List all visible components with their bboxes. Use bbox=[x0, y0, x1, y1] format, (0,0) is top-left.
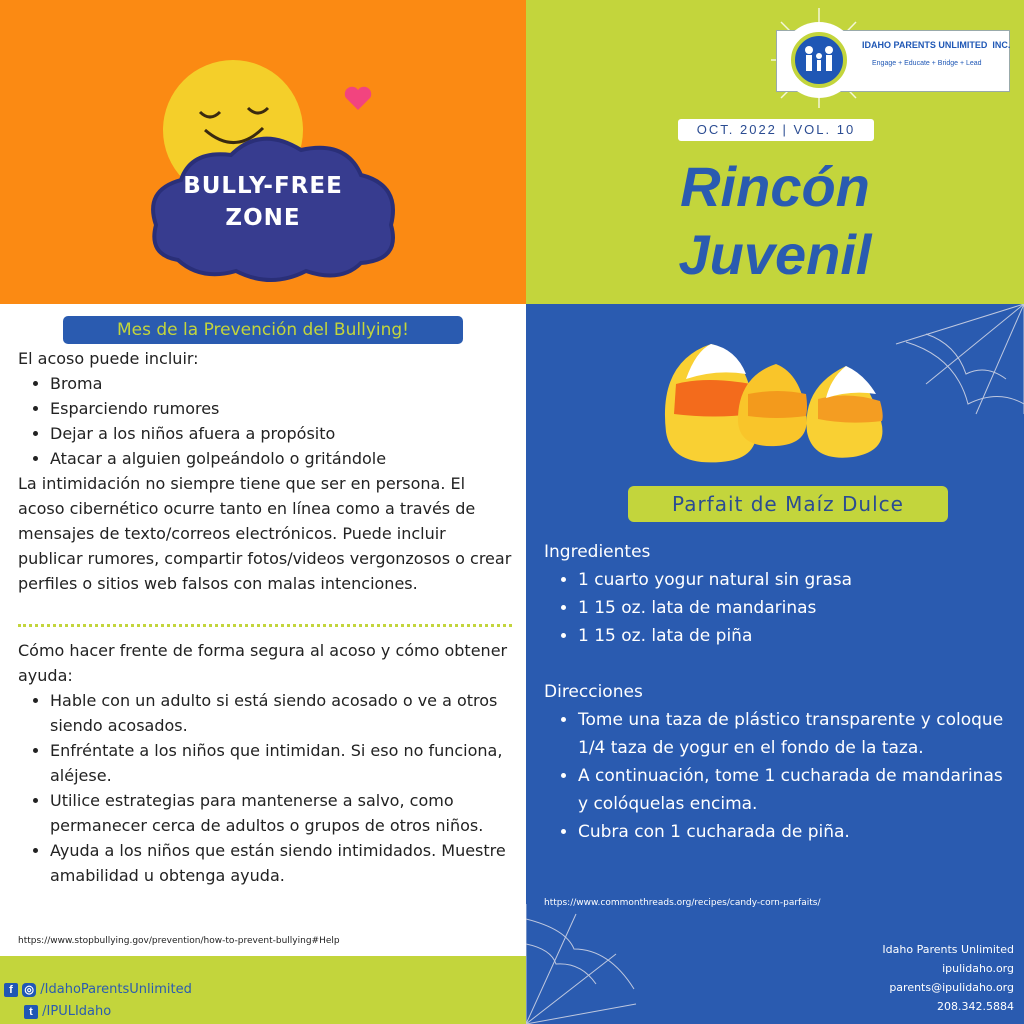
title-line1: Rincón bbox=[680, 155, 870, 218]
ingredients-list bbox=[544, 566, 1014, 650]
list-item: • Tome una taza de plástico transparente y coloque 1/4 taza de yogur en el fondo de la taza. bbox=[578, 706, 1014, 762]
recipe-heading: Parfait de Maíz Dulce bbox=[628, 486, 948, 522]
social-twitter[interactable] bbox=[24, 1004, 111, 1019]
ingredients-block bbox=[544, 538, 1014, 650]
masthead bbox=[526, 0, 1024, 304]
list-item: • Hable con un adulto si está siendo acosado o ve a otros siendo acosados. bbox=[50, 688, 518, 738]
list-item: • Utilice estrategias para mantenerse a salvo, como permanecer cerca de adultos o grupos de otros niños. bbox=[50, 788, 518, 838]
heart-icon bbox=[345, 87, 371, 110]
list-item: • Enfréntate a los niños que intimidan. Si eso no funciona, aléjese. bbox=[50, 738, 518, 788]
contact-org: Idaho Parents Unlimited bbox=[882, 943, 1014, 956]
ingredients-label: Ingredientes bbox=[544, 542, 651, 562]
logo-tagline: Engage + Educate + Bridge + Lead bbox=[872, 60, 982, 67]
facebook-icon: f bbox=[4, 983, 18, 997]
contact-info bbox=[764, 940, 1014, 1016]
dotted-divider bbox=[18, 624, 512, 627]
bully-free-line2: ZONE bbox=[225, 205, 301, 231]
directions-label: Direcciones bbox=[544, 682, 643, 702]
bully-free-panel bbox=[0, 0, 526, 304]
bully-free-line1: BULLY-FREE bbox=[183, 173, 343, 199]
bullying-heading: Mes de la Prevención del Bullying! bbox=[63, 316, 463, 344]
list-item: • 1 15 oz. lata de mandarinas bbox=[578, 594, 1014, 622]
list-item: • Esparciendo rumores bbox=[50, 396, 514, 421]
list-item: • Atacar a alguien golpeándolo o gritándole bbox=[50, 446, 514, 471]
recipe-source-link[interactable]: https://www.commonthreads.org/recipes/candy-corn-parfaits/ bbox=[544, 898, 821, 908]
decorations bbox=[526, 304, 1024, 1024]
help-list bbox=[18, 688, 518, 888]
bullying-section bbox=[0, 304, 526, 956]
list-item: • 1 cuarto yogur natural sin grasa bbox=[578, 566, 1014, 594]
bullying-types-list bbox=[18, 371, 514, 471]
directions-list bbox=[544, 706, 1014, 846]
spiderweb-icon bbox=[526, 904, 636, 1024]
contact-email[interactable]: parents@ipulidaho.org bbox=[889, 981, 1014, 994]
list-item: • A continuación, tome 1 cucharada de mandarinas y colóquelas encima. bbox=[578, 762, 1014, 818]
list-item: • Ayuda a los niños que están siendo intimidados. Muestre amabilidad u obtenga ayuda. bbox=[50, 838, 518, 888]
social-footer bbox=[0, 956, 526, 1024]
intro-text: El acoso puede incluir: bbox=[18, 349, 199, 368]
directions-block bbox=[544, 678, 1014, 846]
source-link[interactable]: https://www.stopbullying.gov/prevention/how-to-prevent-bullying#Help bbox=[18, 936, 340, 946]
sun-cloud-illustration bbox=[0, 0, 526, 304]
list-item: • 1 15 oz. lata de piña bbox=[578, 622, 1014, 650]
help-info bbox=[18, 638, 518, 888]
help-intro: Cómo hacer frente de forma segura al acoso y cómo obtener ayuda: bbox=[18, 641, 508, 685]
logo-badge bbox=[781, 22, 857, 98]
cyberbullying-paragraph: La intimidación no siempre tiene que ser en persona. El acoso cibernético ocurre tanto en línea como a través de mensajes de texto/correos electrónicos. Puede incluir publicar rumores, compartir fotos/videos vergonzosos o crear perfiles o sitios web falsos con malas intenciones. bbox=[18, 474, 512, 593]
list-item: • Dejar a los niños afuera a propósito bbox=[50, 421, 514, 446]
list-item: • Broma bbox=[50, 371, 514, 396]
family-icon bbox=[791, 32, 847, 88]
title-line2: Juvenil bbox=[678, 223, 872, 286]
facebook-handle: /IdahoParentsUnlimited bbox=[40, 982, 192, 997]
contact-web[interactable]: ipulidaho.org bbox=[942, 962, 1014, 975]
social-facebook-instagram[interactable] bbox=[4, 982, 192, 997]
twitter-handle: /IPULIdaho bbox=[42, 1004, 112, 1019]
twitter-icon: t bbox=[24, 1005, 38, 1019]
recipe-section bbox=[526, 304, 1024, 1024]
issue-label: OCT. 2022 | VOL. 10 bbox=[678, 119, 874, 141]
logo-name: IDAHO PARENTS UNLIMITED INC. bbox=[862, 40, 1011, 50]
candy-corn-icon bbox=[665, 344, 883, 462]
spiderweb-icon bbox=[896, 304, 1024, 414]
instagram-icon: ◎ bbox=[22, 983, 36, 997]
bullying-info bbox=[18, 346, 514, 596]
contact-phone: 208.342.5884 bbox=[937, 1000, 1014, 1013]
list-item: • Cubra con 1 cucharada de piña. bbox=[578, 818, 1014, 846]
